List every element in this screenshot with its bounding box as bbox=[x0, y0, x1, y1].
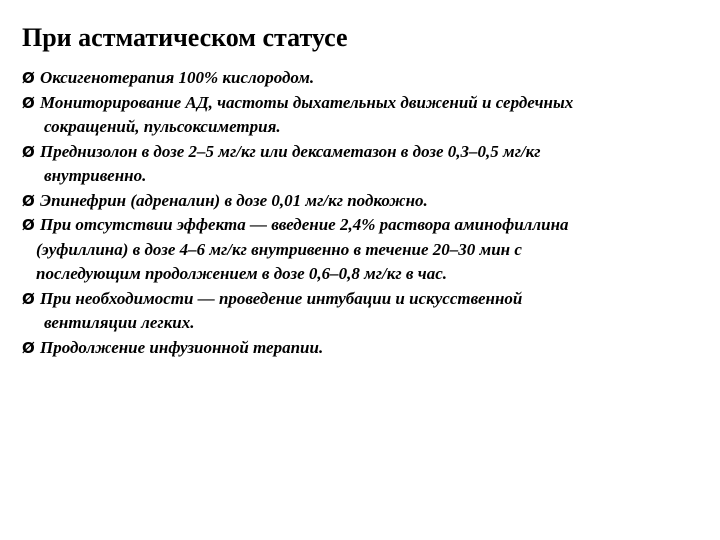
arrowhead-bullet-icon: Ø bbox=[22, 93, 35, 112]
arrowhead-bullet-icon: Ø bbox=[22, 216, 35, 234]
arrowhead-bullet-icon: Ø bbox=[22, 69, 35, 87]
list-item bbox=[22, 140, 692, 189]
list-item-text: При отсутствии эффекта — введение 2,4% раствора аминофиллина bbox=[40, 215, 569, 234]
list-item bbox=[22, 189, 692, 214]
list-item-text: Преднизолон в дозе 2–5 мг/кг или дексаметазон в дозе 0,3–0,5 мг/кг bbox=[40, 141, 541, 161]
page-title: При астматическом статусе bbox=[22, 23, 348, 52]
list-item-text: Оксигенотерапия 100% кислородом. bbox=[40, 68, 315, 87]
list-item bbox=[22, 66, 692, 91]
list-item-text: последующим продолжением в дозе 0,6–0,8 мг/кг в час. bbox=[36, 264, 447, 283]
list-item bbox=[22, 336, 692, 361]
bullet-list bbox=[22, 66, 692, 360]
list-item-text: внутривенно. bbox=[44, 166, 147, 185]
list-item-text: При необходимости — проведение интубации и искусственной bbox=[40, 288, 523, 308]
arrowhead-bullet-icon: Ø bbox=[22, 338, 35, 357]
list-item bbox=[22, 91, 692, 140]
arrowhead-bullet-icon: Ø bbox=[22, 191, 35, 210]
list-item bbox=[22, 287, 692, 336]
list-item-text: Продолжение инфузионной терапии. bbox=[40, 337, 324, 357]
list-item-text: вентиляции легких. bbox=[44, 313, 195, 332]
arrowhead-bullet-icon: Ø bbox=[22, 289, 35, 308]
arrowhead-bullet-icon: Ø bbox=[22, 142, 35, 161]
list-item-text: Мониторирование АД, частоты дыхательных движений и сердечных bbox=[40, 92, 574, 112]
list-item bbox=[22, 213, 692, 287]
list-item-text: сокращений, пульсоксиметрия. bbox=[44, 117, 281, 136]
list-item-text: Эпинефрин (адреналин) в дозе 0,01 мг/кг подкожно. bbox=[40, 190, 428, 210]
list-item-text: (эуфиллина) в дозе 4–6 мг/кг внутривенно в течение 20–30 мин с bbox=[36, 239, 522, 259]
